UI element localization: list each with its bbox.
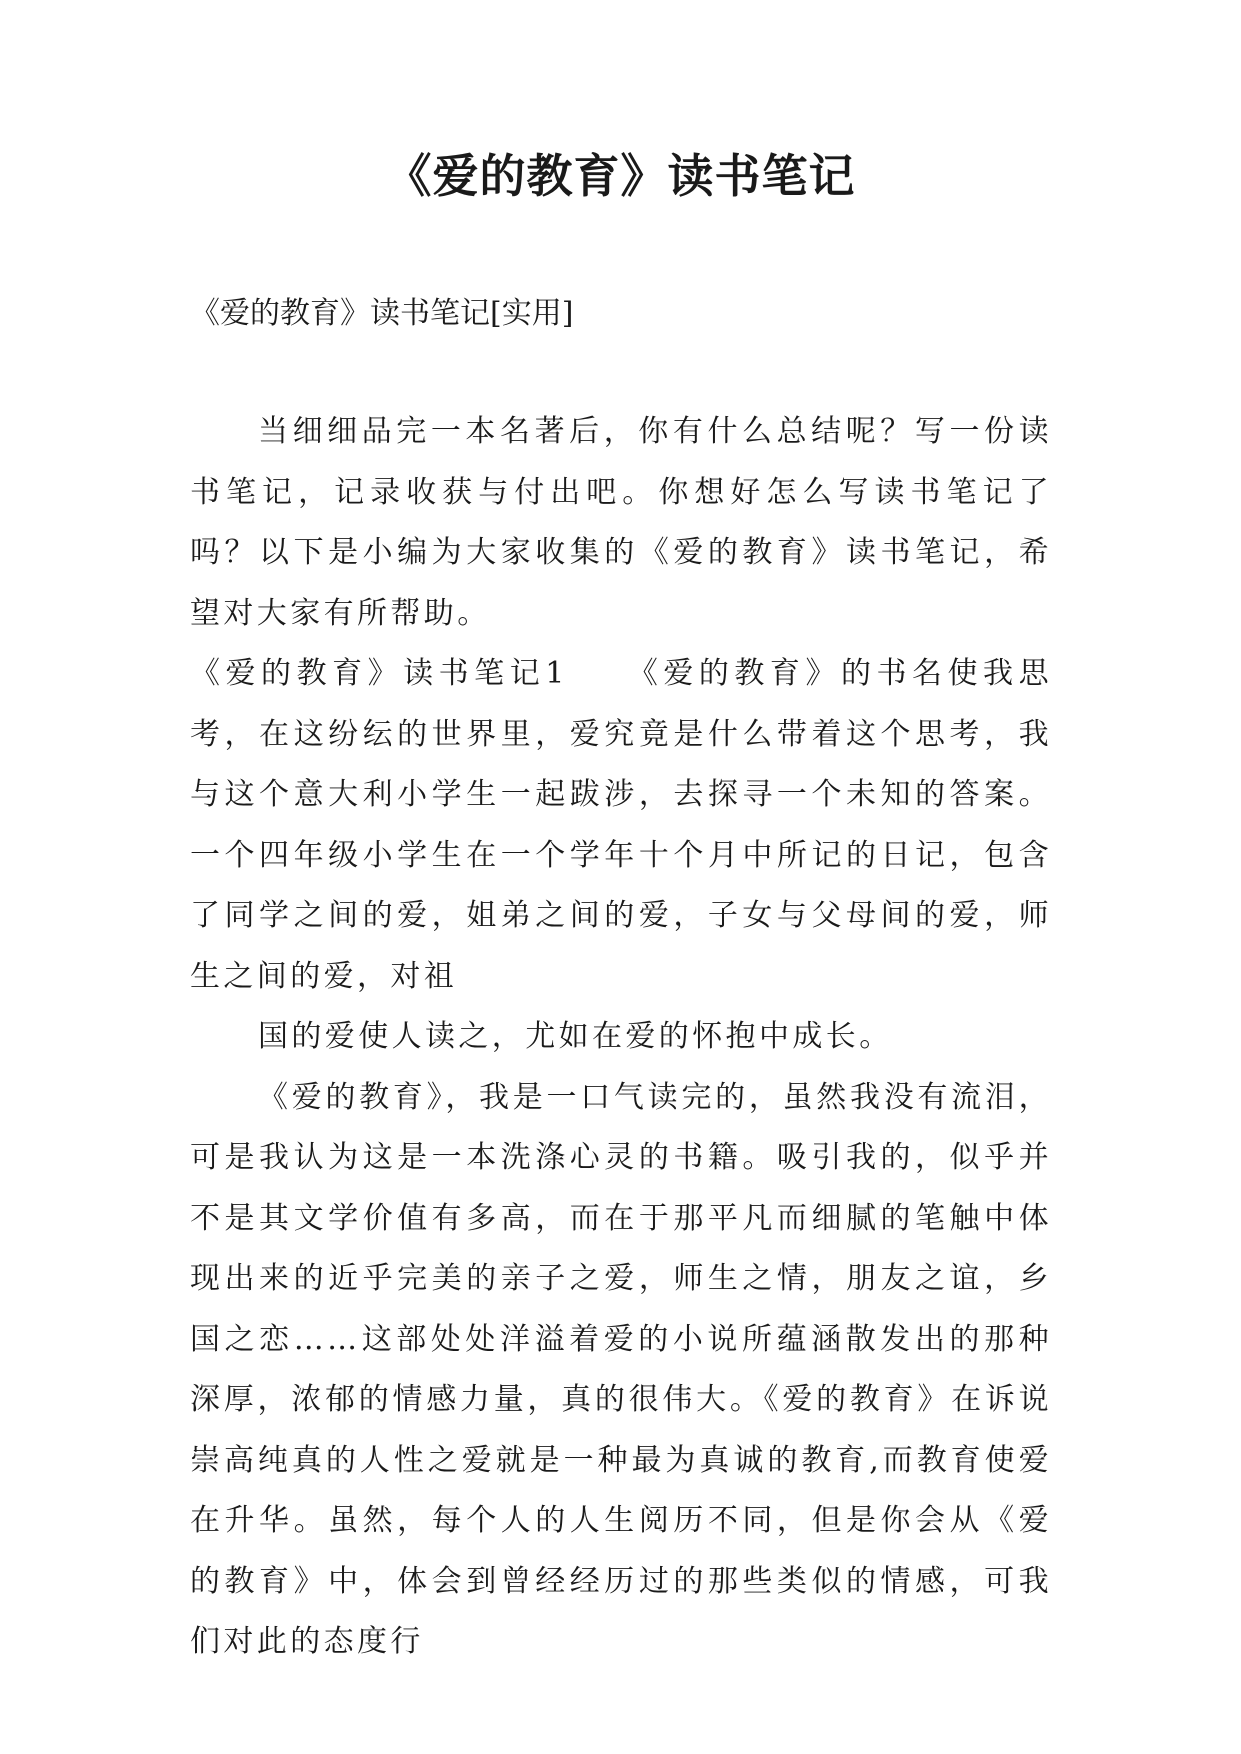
note-1-heading: 《爱的教育》读书笔记1	[190, 656, 568, 691]
note-1-paragraph	[190, 644, 1052, 1007]
document-subtitle: 《爱的教育》读书笔记[实用]	[190, 296, 574, 331]
document-body	[190, 402, 1052, 1673]
paragraph-2: 国的爱使人读之，尤如在爱的怀抱中成长。	[258, 1019, 893, 1054]
intro-paragraph: 当细细品完一本名著后，你有什么总结呢？写一份读书笔记，记录收获与付出吧。你想好怎么写读书笔记了吗？以下是小编为大家收集的《爱的教育》读书笔记，希望对大家有所帮助。	[190, 414, 1052, 631]
paragraph-3: 《爱的教育》，我是一口气读完的，虽然我没有流泪，可是我认为这是一本洗涤心灵的书籍。吸引我的，似乎并不是其文学价值有多高，而在于那平凡而细腻的笔触中体现出来的近乎完美的亲子之爱，师生之情，朋友之谊，乡国之恋……这部处处洋溢着爱的小说所蕴涵散发出的那种深厚，浓郁的情感力量，真的很伟大。《爱的教育》在诉说崇高纯真的人性之爱就是一种最为真诚的教育,而教育使爱在升华。虽然，每个人的人生阅历不同，但是你会从《爱的教育》中，体会到曾经经历过的那些类似的情感，可我们对此的态度行	[190, 1079, 1052, 1659]
note-1-text: 《爱的教育》的书名使我思考，在这纷纭的世界里，爱究竟是什么带着这个思考，我与这个意大利小学生一起跋涉，去探寻一个未知的答案。一个四年级小学生在一个学年十个月中所记的日记，包含了同学之间的爱，姐弟之间的爱，子女与父母间的爱，师生之间的爱，对祖	[190, 656, 1052, 994]
document-title: 《爱的教育》读书笔记	[385, 149, 856, 203]
